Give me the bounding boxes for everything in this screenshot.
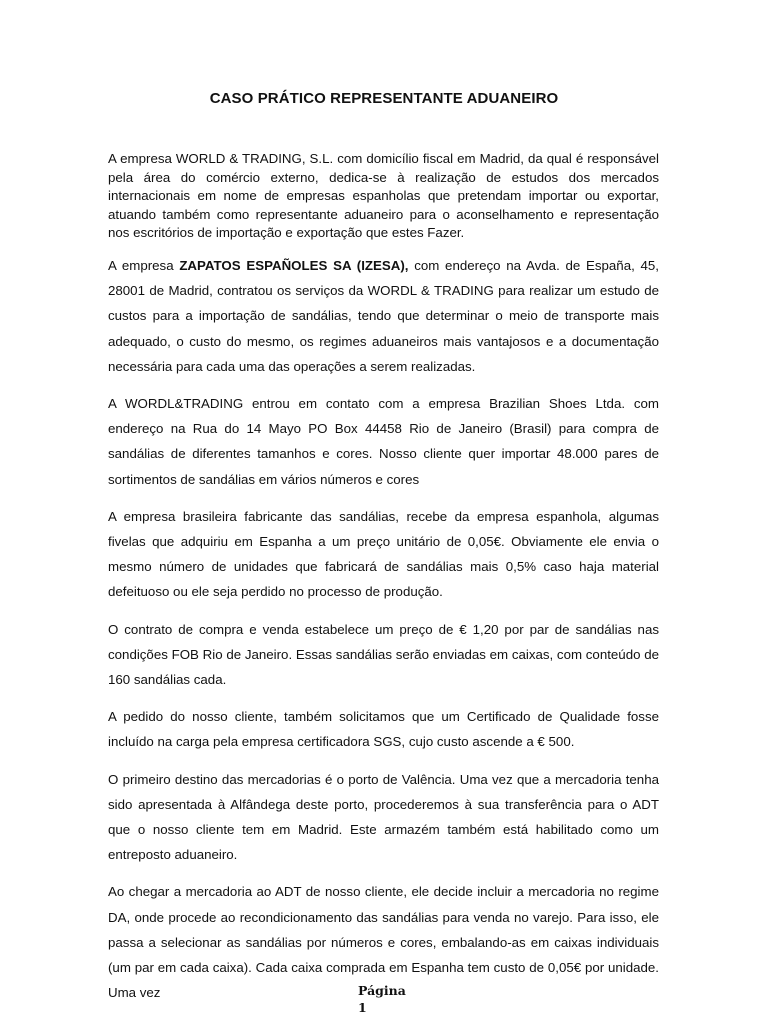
- page-number: 1: [358, 1000, 367, 1015]
- paragraph-1: A empresa WORLD & TRADING, S.L. com domicílio fiscal em Madrid, da qual é responsável pela área do comércio externo, dedica-se à realização de estudos dos mercados internacionais em nome de empresas espanholas que pretendam importar ou exportar, atuando também como representante aduaneiro para o aconselhamento e representação nos escritórios de importação e exportação que estes Fazer.: [108, 151, 659, 241]
- document-body: [108, 150, 659, 1017]
- paragraph-2-start: A empresa: [108, 257, 180, 273]
- paragraph-2: [108, 253, 659, 379]
- page-footer: [340, 982, 430, 1016]
- document-title: CASO PRÁTICO REPRESENTANTE ADUANEIRO: [209, 90, 559, 107]
- paragraph-3: A WORDL&TRADING entrou em contato com a empresa Brazilian Shoes Ltda. com endereço na Rua do 14 Mayo PO Box 44458 Rio de Janeiro (Brasil) para compra de sandálias de diferentes tamanhos e cores. Nosso cliente quer importar 48.000 pares de sortimentos de sandálias em vários números e cores: [108, 395, 659, 487]
- page-label: Página: [358, 983, 406, 998]
- paragraph-6: A pedido do nosso cliente, também solicitamos que um Certificado de Qualidade fosse incluído na carga pela empresa certificadora SGS, cujo custo ascende a € 500.: [108, 709, 659, 750]
- company-name-bold: ZAPATOS ESPAÑOLES SA (IZESA),: [179, 257, 409, 273]
- paragraph-4: A empresa brasileira fabricante das sandálias, recebe da empresa espanhola, algumas fivelas que adquiriu em Espanha a um preço unitário de 0,05€. Obviamente ele envia o mesmo número de unidades que fabricará de sandálias mais 0,5% caso haja material defeituoso ou ele seja perdido no processo de produção.: [108, 508, 659, 600]
- paragraph-2-rest: com endereço na Avda. de España, 45, 28001 de Madrid, contratou os serviços da WORDL & TRADING para realizar um estudo de custos para a importação de sandálias, tendo que determinar o meio de transporte mais adequado, o custo do mesmo, os regimes aduaneiros mais vantajosos e a documentação necessária para cada uma das operações a serem realizadas.: [108, 257, 659, 374]
- paragraph-7: O primeiro destino das mercadorias é o porto de Valência. Uma vez que a mercadoria tenha sido apresentada à Alfândega deste porto, procederemos à sua transferência para o ADT que o nosso cliente tem em Madrid. Este armazém também está habilitado como um entreposto aduaneiro.: [108, 771, 659, 863]
- paragraph-8: Ao chegar a mercadoria ao ADT de nosso cliente, ele decide incluir a mercadoria no regime DA, onde procede ao recondicionamento das sandálias para venda no varejo. Para isso, ele passa a selecionar as sandálias por números e cores, embalando-as em caixas individuais (um par em cada caixa). Cada caixa comprada em Espanha tem custo de 0,05€ por unidade. Uma vez: [108, 884, 659, 1001]
- paragraph-5: O contrato de compra e venda estabelece um preço de € 1,20 por par de sandálias nas condições FOB Rio de Janeiro. Essas sandálias serão enviadas em caixas, com conteúdo de 160 sandálias cada.: [108, 621, 659, 688]
